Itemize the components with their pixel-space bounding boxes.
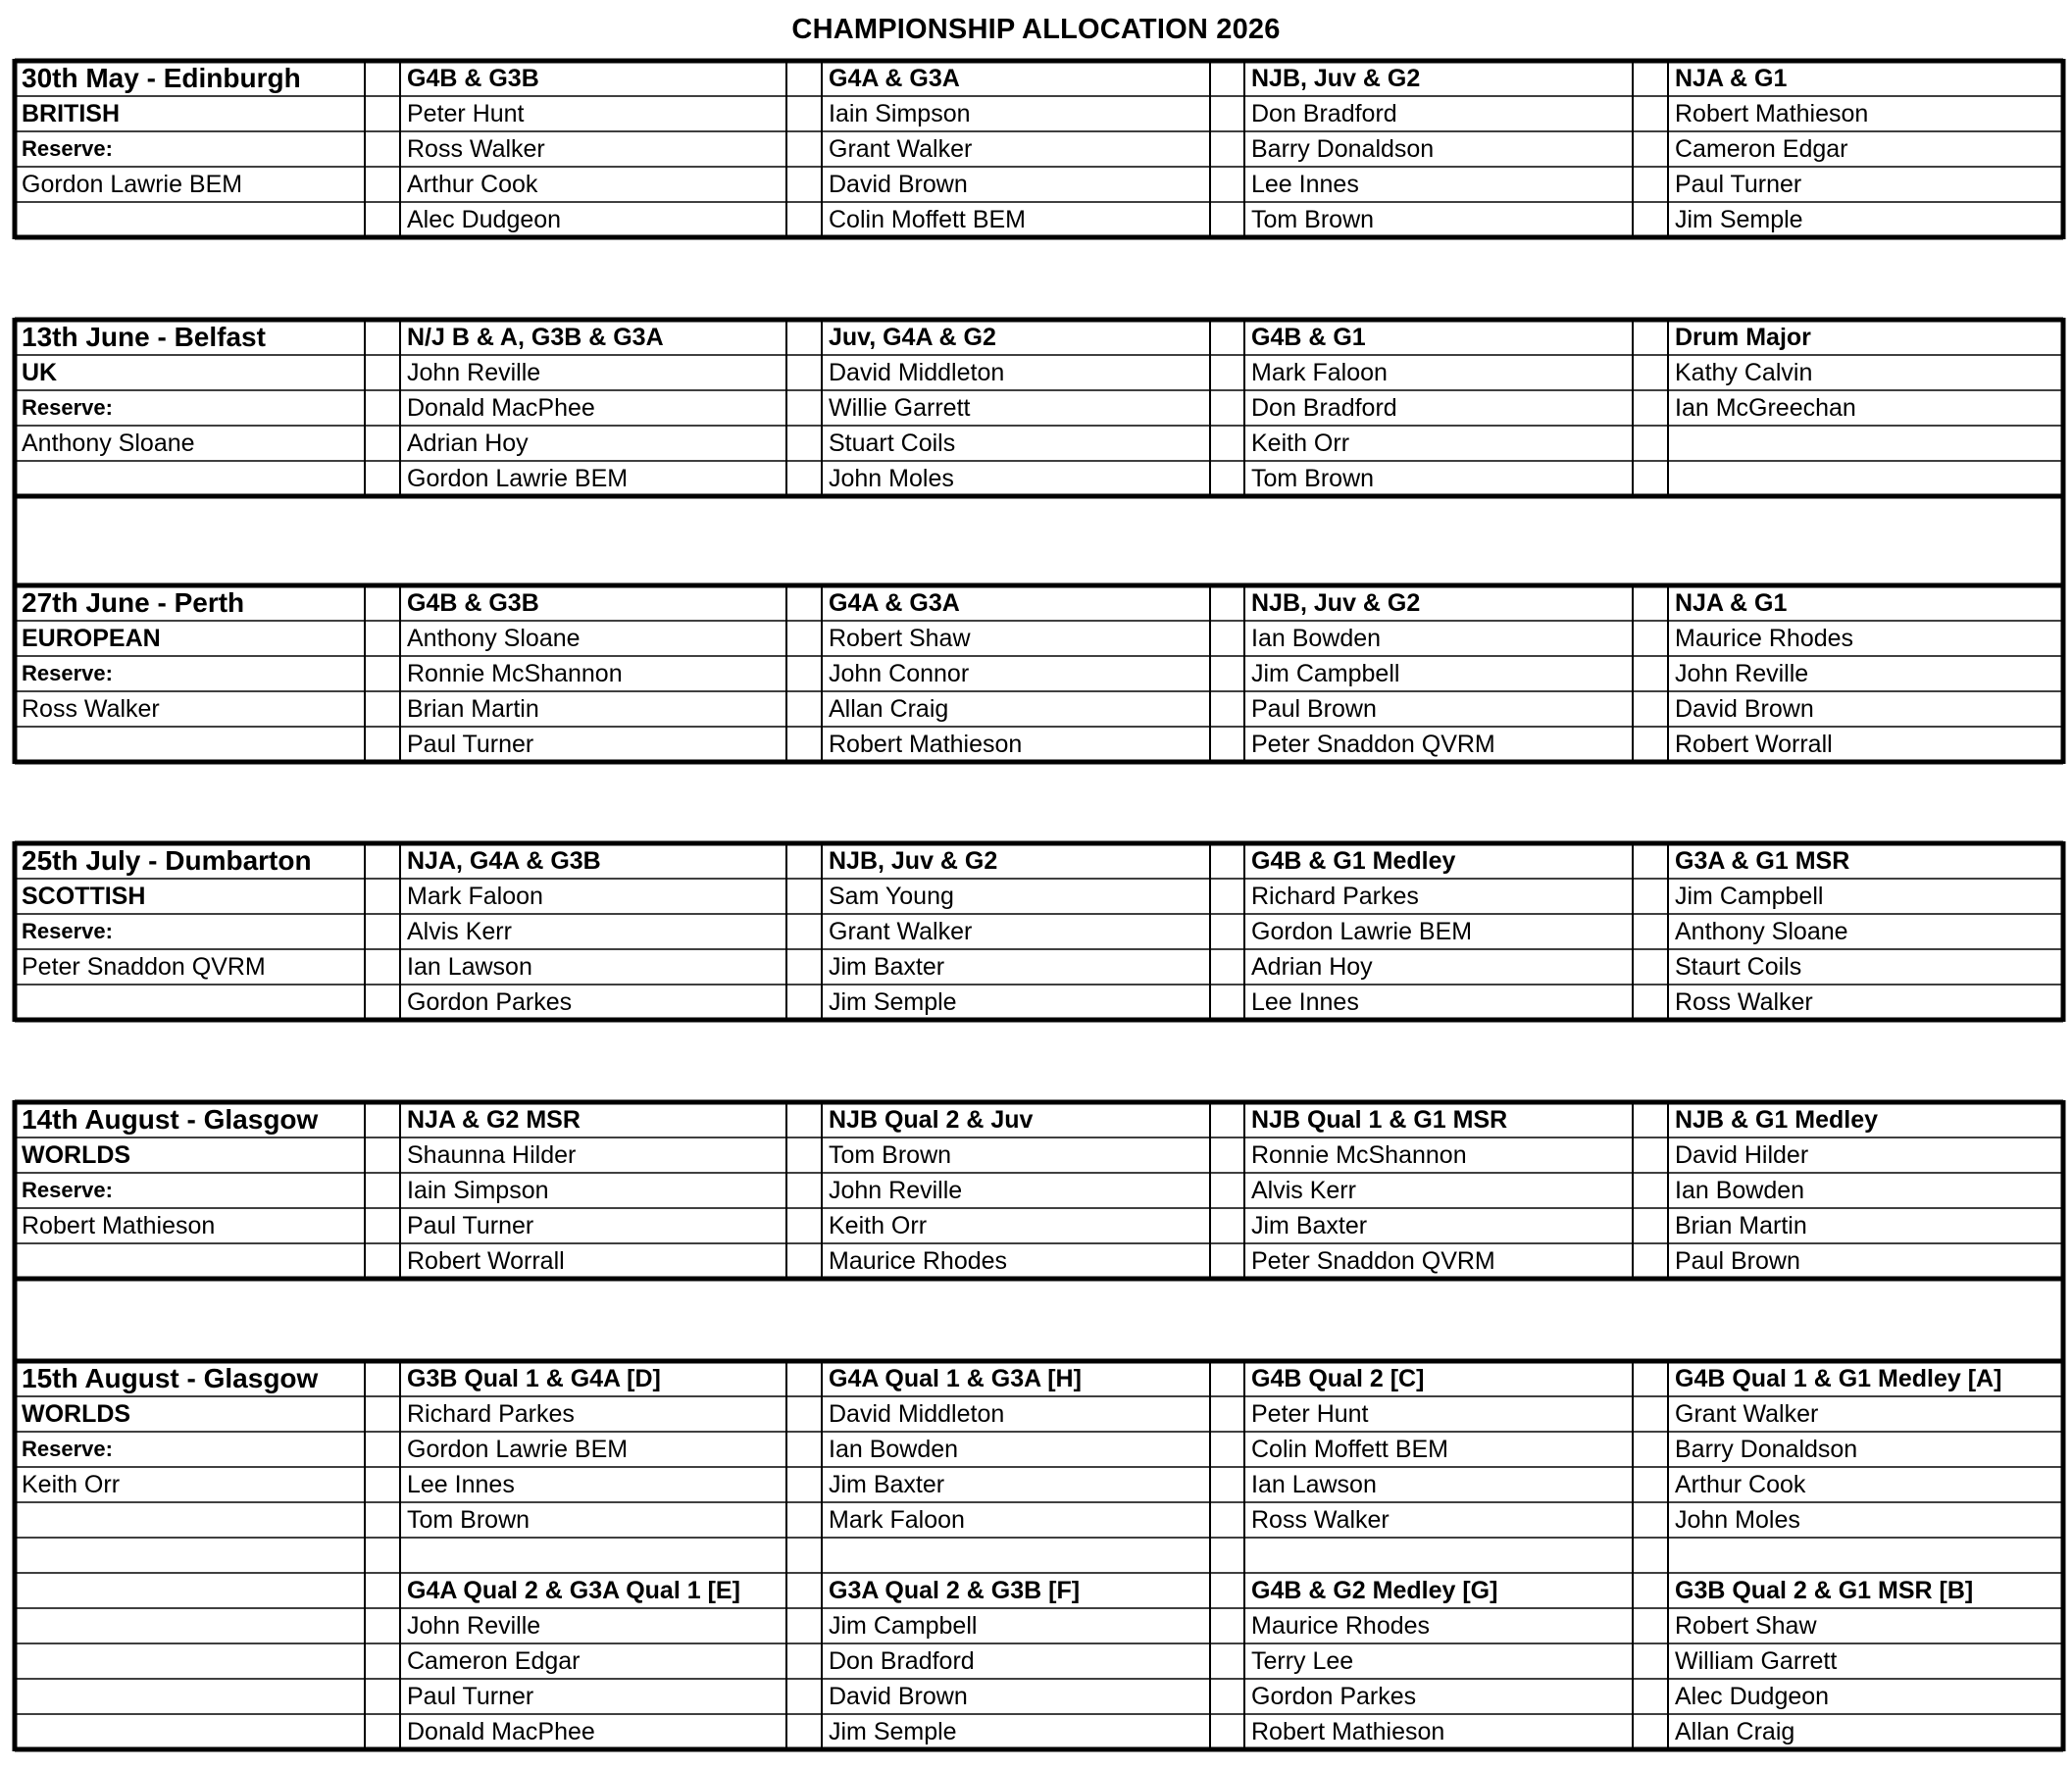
judge-name: Alvis Kerr xyxy=(407,918,512,945)
judge-name: Gordon Lawrie BEM xyxy=(407,465,629,492)
judge-name: Adrian Hoy xyxy=(1251,953,1373,981)
judge-name: Grant Walker xyxy=(1675,1400,1819,1428)
judge-name: Tom Brown xyxy=(1251,206,1375,233)
judge-name: David Brown xyxy=(829,1683,968,1710)
judge-name: Paul Turner xyxy=(407,1212,534,1239)
judge-name: Robert Mathieson xyxy=(829,731,1023,758)
judge-name: Jim Baxter xyxy=(1251,1212,1368,1239)
reserve-name: Ross Walker xyxy=(22,695,160,723)
date-venue: 25th July - Dumbarton xyxy=(22,846,312,876)
date-venue: 13th June - Belfast xyxy=(22,323,266,352)
judge-name: Don Bradford xyxy=(1251,100,1397,127)
judge-name: Barry Donaldson xyxy=(1675,1436,1858,1463)
judge-name: John Reville xyxy=(1675,660,1809,687)
judge-name: Donald MacPhee xyxy=(407,1718,595,1745)
group-heading: Juv, G4A & G2 xyxy=(829,324,996,351)
judge-name: Jim Campbell xyxy=(829,1612,978,1640)
group-heading: G4A & G3A xyxy=(829,589,960,617)
reserve-name: Robert Mathieson xyxy=(22,1212,216,1239)
judge-name: Brian Martin xyxy=(1675,1212,1807,1239)
judge-name: Anthony Sloane xyxy=(407,625,581,652)
judge-name: John Moles xyxy=(829,465,954,492)
judge-name: David Brown xyxy=(829,171,968,198)
judge-name: John Reville xyxy=(829,1177,963,1204)
judge-name: Ross Walker xyxy=(1675,988,1813,1016)
group-heading: G4A & G3A xyxy=(829,65,960,92)
group-heading: NJB, Juv & G2 xyxy=(829,847,998,875)
judge-name: Gordon Parkes xyxy=(407,988,573,1016)
championship-name: SCOTTISH xyxy=(22,883,146,910)
judge-name: Sam Young xyxy=(829,883,954,910)
championship-name: EUROPEAN xyxy=(22,625,161,652)
judge-name: John Moles xyxy=(1675,1506,1800,1534)
judge-name: Robert Shaw xyxy=(1675,1612,1817,1640)
group-heading: G4B & G1 Medley xyxy=(1251,847,1456,875)
group-heading: G4A Qual 2 & G3A Qual 1 [E] xyxy=(407,1577,740,1604)
judge-name: Willie Garrett xyxy=(829,394,971,422)
judge-name: Mark Faloon xyxy=(407,883,543,910)
judge-name: John Reville xyxy=(407,359,541,386)
group-heading: G4B Qual 2 [C] xyxy=(1251,1365,1425,1392)
reserve-label: Reserve: xyxy=(22,661,113,685)
championship-name: UK xyxy=(22,359,58,386)
judge-name: John Connor xyxy=(829,660,970,687)
judge-name: Shaunna Hilder xyxy=(407,1141,577,1169)
reserve-name: Peter Snaddon QVRM xyxy=(22,953,266,981)
judge-name: David Middleton xyxy=(829,359,1005,386)
judge-name: Richard Parkes xyxy=(1251,883,1419,910)
judge-name: Peter Snaddon QVRM xyxy=(1251,731,1495,758)
group-heading: Drum Major xyxy=(1675,324,1811,351)
reserve-name: Gordon Lawrie BEM xyxy=(22,171,243,198)
judge-name: Lee Innes xyxy=(1251,988,1359,1016)
judge-name: Paul Turner xyxy=(1675,171,1802,198)
date-venue: 27th June - Perth xyxy=(22,588,245,618)
judge-name: Don Bradford xyxy=(1251,394,1397,422)
date-venue: 14th August - Glasgow xyxy=(22,1105,319,1135)
judge-name: Gordon Parkes xyxy=(1251,1683,1417,1710)
judge-name: Grant Walker xyxy=(829,135,973,163)
judge-name: Adrian Hoy xyxy=(407,430,529,457)
judge-name: Kathy Calvin xyxy=(1675,359,1813,386)
group-heading: G4B & G2 Medley [G] xyxy=(1251,1577,1498,1604)
judge-name: Staurt Coils xyxy=(1675,953,1802,981)
group-heading: NJB, Juv & G2 xyxy=(1251,65,1421,92)
judge-name: Mark Faloon xyxy=(829,1506,965,1534)
reserve-label: Reserve: xyxy=(22,1178,113,1202)
group-heading: G3A & G1 MSR xyxy=(1675,847,1850,875)
championship-name: BRITISH xyxy=(22,100,120,127)
group-heading: NJB, Juv & G2 xyxy=(1251,589,1421,617)
group-heading: NJA & G2 MSR xyxy=(407,1106,581,1134)
reserve-label: Reserve: xyxy=(22,1437,113,1461)
judge-name: Ian McGreechan xyxy=(1675,394,1856,422)
judge-name: Robert Worrall xyxy=(1675,731,1833,758)
group-heading: NJB Qual 2 & Juv xyxy=(829,1106,1034,1134)
group-heading: NJA, G4A & G3B xyxy=(407,847,601,875)
judge-name: Jim Baxter xyxy=(829,953,945,981)
group-heading: G3B Qual 1 & G4A [D] xyxy=(407,1365,661,1392)
judge-name: Mark Faloon xyxy=(1251,359,1388,386)
judge-name: Alec Dudgeon xyxy=(407,206,562,233)
championship-name: WORLDS xyxy=(22,1400,131,1428)
judge-name: Ross Walker xyxy=(1251,1506,1390,1534)
judge-name: Maurice Rhodes xyxy=(829,1247,1008,1275)
judge-name: Jim Campbell xyxy=(1251,660,1400,687)
reserve-label: Reserve: xyxy=(22,919,113,943)
judge-name: Robert Worrall xyxy=(407,1247,565,1275)
date-venue: 30th May - Edinburgh xyxy=(22,64,301,93)
judge-name: Grant Walker xyxy=(829,918,973,945)
group-heading: G4B & G1 xyxy=(1251,324,1366,351)
judge-name: Don Bradford xyxy=(829,1647,975,1675)
judge-name: Stuart Coils xyxy=(829,430,956,457)
judge-name: Maurice Rhodes xyxy=(1251,1612,1431,1640)
judge-name: Ian Lawson xyxy=(407,953,532,981)
reserve-name: Anthony Sloane xyxy=(22,430,195,457)
reserve-name: Keith Orr xyxy=(22,1471,121,1498)
judge-name: Tom Brown xyxy=(1251,465,1375,492)
group-heading: G3B Qual 2 & G1 MSR [B] xyxy=(1675,1577,1974,1604)
group-heading: N/J B & A, G3B & G3A xyxy=(407,324,664,351)
judge-name: Maurice Rhodes xyxy=(1675,625,1854,652)
judge-name: Barry Donaldson xyxy=(1251,135,1435,163)
group-heading: G4B Qual 1 & G1 Medley [A] xyxy=(1675,1365,2002,1392)
championship-name: WORLDS xyxy=(22,1141,131,1169)
judge-name: Arthur Cook xyxy=(407,171,538,198)
judge-name: Paul Brown xyxy=(1675,1247,1800,1275)
date-venue: 15th August - Glasgow xyxy=(22,1364,319,1393)
judge-name: Lee Innes xyxy=(407,1471,515,1498)
judge-name: David Hilder xyxy=(1675,1141,1809,1169)
judge-name: Ronnie McShannon xyxy=(1251,1141,1467,1169)
judge-name: Colin Moffett BEM xyxy=(829,206,1027,233)
judge-name: Paul Brown xyxy=(1251,695,1377,723)
judge-name: Ian Lawson xyxy=(1251,1471,1377,1498)
group-heading: NJA & G1 xyxy=(1675,65,1788,92)
judge-name: John Reville xyxy=(407,1612,541,1640)
group-heading: G4B & G3B xyxy=(407,65,539,92)
group-heading: NJA & G1 xyxy=(1675,589,1788,617)
judge-name: Jim Campbell xyxy=(1675,883,1824,910)
judge-name: Cameron Edgar xyxy=(407,1647,581,1675)
judge-name: Allan Craig xyxy=(829,695,949,723)
judge-name: Alvis Kerr xyxy=(1251,1177,1356,1204)
judge-name: David Middleton xyxy=(829,1400,1005,1428)
reserve-label: Reserve: xyxy=(22,136,113,161)
judge-name: Terry Lee xyxy=(1251,1647,1354,1675)
group-heading: G3A Qual 2 & G3B [F] xyxy=(829,1577,1081,1604)
judge-name: Jim Semple xyxy=(829,988,957,1016)
judge-name: Colin Moffett BEM xyxy=(1251,1436,1449,1463)
judge-name: Robert Mathieson xyxy=(1675,100,1869,127)
judge-name: Peter Hunt xyxy=(407,100,525,127)
judge-name: Lee Innes xyxy=(1251,171,1359,198)
judge-name: Donald MacPhee xyxy=(407,394,595,422)
judge-name: Arthur Cook xyxy=(1675,1471,1806,1498)
judge-name: Brian Martin xyxy=(407,695,539,723)
group-heading: NJB Qual 1 & G1 MSR xyxy=(1251,1106,1508,1134)
page-title: CHAMPIONSHIP ALLOCATION 2026 xyxy=(791,14,1281,45)
judge-name: Iain Simpson xyxy=(407,1177,549,1204)
judge-name: Gordon Lawrie BEM xyxy=(407,1436,629,1463)
judge-name: Alec Dudgeon xyxy=(1675,1683,1830,1710)
judge-name: Gordon Lawrie BEM xyxy=(1251,918,1473,945)
judge-name: Peter Snaddon QVRM xyxy=(1251,1247,1495,1275)
judge-name: Paul Turner xyxy=(407,1683,534,1710)
judge-name: Peter Hunt xyxy=(1251,1400,1369,1428)
judge-name: Iain Simpson xyxy=(829,100,971,127)
group-heading: NJB & G1 Medley xyxy=(1675,1106,1879,1134)
judge-name: Jim Semple xyxy=(829,1718,957,1745)
judge-name: Jim Baxter xyxy=(829,1471,945,1498)
judge-name: Tom Brown xyxy=(407,1506,531,1534)
judge-name: Ian Bowden xyxy=(1675,1177,1805,1204)
judge-name: Robert Shaw xyxy=(829,625,971,652)
group-heading: G4A Qual 1 & G3A [H] xyxy=(829,1365,1082,1392)
reserve-label: Reserve: xyxy=(22,395,113,420)
judge-name: Robert Mathieson xyxy=(1251,1718,1445,1745)
judge-name: Ian Bowden xyxy=(829,1436,959,1463)
judge-name: Keith Orr xyxy=(829,1212,928,1239)
judge-name: Jim Semple xyxy=(1675,206,1803,233)
judge-name: Tom Brown xyxy=(829,1141,952,1169)
judge-name: William Garrett xyxy=(1675,1647,1838,1675)
judge-name: Cameron Edgar xyxy=(1675,135,1848,163)
judge-name: Ronnie McShannon xyxy=(407,660,623,687)
group-heading: G4B & G3B xyxy=(407,589,539,617)
judge-name: Keith Orr xyxy=(1251,430,1350,457)
judge-name: Richard Parkes xyxy=(407,1400,575,1428)
judge-name: Anthony Sloane xyxy=(1675,918,1848,945)
judge-name: Paul Turner xyxy=(407,731,534,758)
judge-name: Ross Walker xyxy=(407,135,545,163)
judge-name: David Brown xyxy=(1675,695,1814,723)
judge-name: Allan Craig xyxy=(1675,1718,1795,1745)
judge-name: Ian Bowden xyxy=(1251,625,1382,652)
